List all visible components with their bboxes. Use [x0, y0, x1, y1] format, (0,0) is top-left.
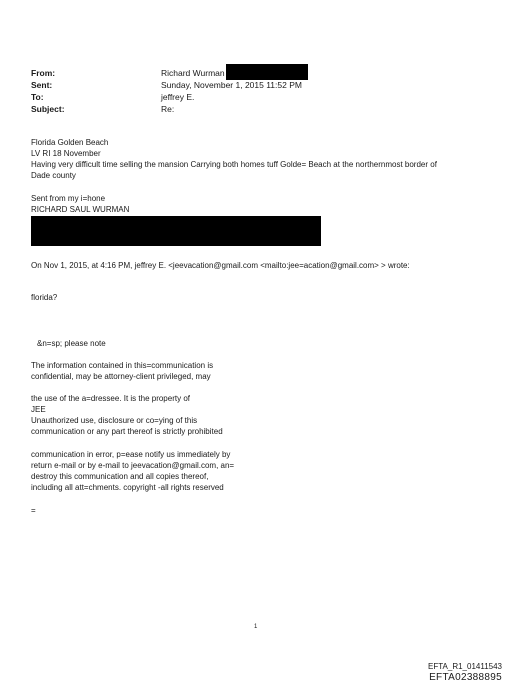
body-line: LV RI 18 November [31, 149, 101, 158]
disclaimer-line: confidential, may be attorney-client privileged, may [31, 372, 211, 381]
disclaimer-line: communication or any part thereof is strictly prohibited [31, 427, 223, 436]
disclaimer-line: destroy this communication and all copies thereof, [31, 472, 209, 481]
disclaimer-line: including all att=chments. copyright -all rights reserved [31, 483, 224, 492]
subject-label: Subject: [31, 104, 65, 114]
sent-label: Sent: [31, 80, 53, 90]
to-value: jeffrey E. [161, 92, 195, 102]
body-line: Having very difficult time selling the mansion Carrying both homes tuff Golde= Beach at the northernmost border of [31, 160, 437, 169]
page-number: 1 [254, 624, 258, 630]
disclaimer-line: Unauthorized use, disclosure or co=ying of this [31, 416, 198, 425]
disclaimer-line: JEE [31, 405, 46, 414]
to-label: To: [31, 92, 44, 102]
disclaimer-line: return e-mail or by e-mail to jeevacation@gmail.com, an= [31, 461, 235, 470]
redaction-box [31, 216, 321, 246]
bates-number-primary: EFTA_R1_01411543 [428, 662, 502, 671]
body-line: Dade county [31, 171, 76, 180]
body-line: &n=sp; please note [37, 339, 106, 348]
body-line: Florida Golden Beach [31, 138, 109, 147]
redaction-box [226, 64, 308, 80]
body-line: florida? [31, 293, 58, 302]
quoted-header-line: On Nov 1, 2015, at 4:16 PM, jeffrey E. <jeevacation@gmail.com <mailto:jee=acation@gmail.com> > wrote: [31, 261, 410, 270]
body-line: = [31, 506, 36, 515]
disclaimer-line: communication in error, p=ease notify us immediately by [31, 450, 231, 459]
signature-line: RICHARD SAUL WURMAN [31, 205, 130, 214]
disclaimer-line: The information contained in this=communication is [31, 361, 214, 370]
from-value: Richard Wurman [161, 68, 225, 78]
from-label: From: [31, 68, 56, 78]
subject-value: Re: [161, 104, 175, 114]
sent-value: Sunday, November 1, 2015 11:52 PM [161, 80, 302, 90]
disclaimer-line: the use of the a=dressee. It is the property of [31, 394, 190, 403]
signature-line: Sent from my i=hone [31, 194, 106, 203]
bates-number-secondary: EFTA02388895 [429, 672, 502, 683]
